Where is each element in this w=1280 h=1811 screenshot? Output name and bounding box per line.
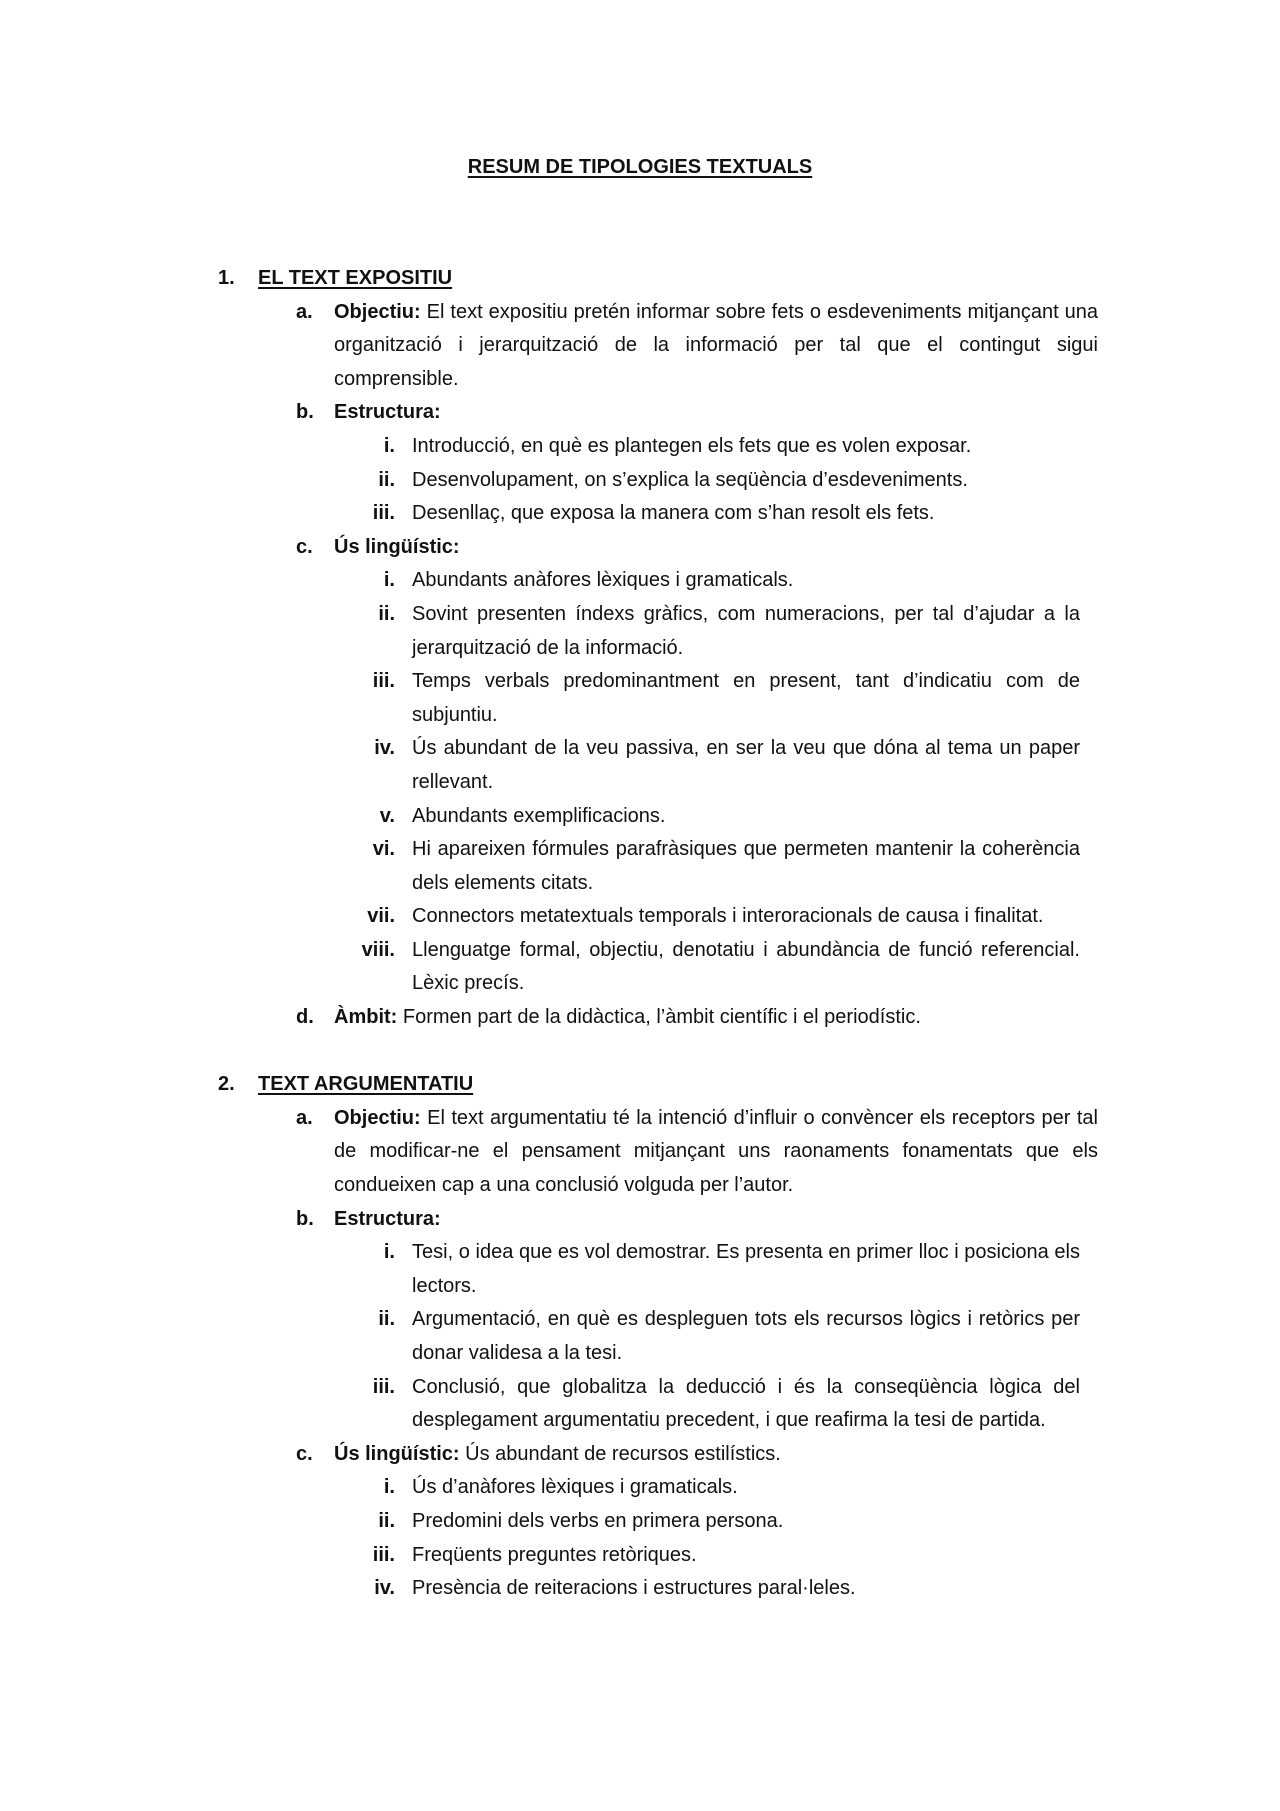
subsection-text: Ús abundant de recursos estilístics. — [459, 1442, 781, 1465]
list-item-text: Abundants anàfores lèxiques i gramaticals. — [412, 569, 794, 592]
subsection-label: Estructura: — [334, 401, 441, 424]
subsection-letter: a. — [296, 1106, 313, 1129]
subsection-label: Objectiu: — [334, 300, 421, 323]
list-item-number: i. — [383, 1476, 395, 1499]
list-item — [352, 430, 1098, 464]
list-item — [352, 464, 1098, 498]
subsection-label: Ús lingüístic: — [334, 1442, 460, 1465]
list-item — [352, 900, 1098, 934]
list-item-text: Ús d’anàfores lèxiques i gramaticals. — [412, 1476, 738, 1499]
list-item-number: i. — [383, 1241, 395, 1264]
list-item-text: Introducció, en què es plantegen els fets que es volen exposar. — [412, 434, 972, 457]
subsection-text: El text expositiu pretén informar sobre fets o esdeveniments mitjançant una organització i jerarquització de la informació per tal que el contingut sigui comprensible. — [334, 300, 1098, 390]
section-text-expositiu — [218, 262, 1098, 1035]
list-item-number: iii. — [372, 670, 395, 693]
subsection-body — [334, 1438, 1098, 1472]
list-item-number: ii. — [378, 1509, 395, 1532]
section-number: 1. — [218, 267, 235, 289]
subsection-text: El text argumentatiu té la intenció d’influir o convèncer els receptors per tal de modificar-ne el pensament mitjançant uns raonaments fonamentats que els condueixen cap a una conclusió volguda per l’autor. — [334, 1106, 1098, 1197]
subsection-objectiu — [296, 296, 1098, 397]
list-item-text: Connectors metatextuals temporals i interoracionals de causa i finalitat. — [412, 905, 1044, 928]
list-item-number: v. — [379, 804, 395, 827]
subsection-label: Ús lingüístic: — [334, 535, 460, 558]
list-item-number: iii. — [372, 1543, 395, 1566]
document-content — [218, 262, 1098, 1606]
list-item-text: Freqüents preguntes retòriques. — [412, 1543, 697, 1566]
subsection-label: Estructura: — [334, 1207, 441, 1230]
subsection-body — [334, 1102, 1098, 1203]
subsection-letter: a. — [296, 300, 313, 323]
subsection-letter: d. — [296, 1006, 314, 1029]
list-item-text: Abundants exemplificacions. — [412, 804, 666, 827]
subsection-body — [334, 296, 1098, 397]
list-item-text: Desenllaç, que exposa la manera com s’han resolt els fets. — [412, 502, 935, 525]
subsection-body — [334, 1203, 1098, 1237]
subsection-label: Objectiu: — [334, 1106, 421, 1129]
list-item-number: i. — [383, 434, 395, 457]
list-item — [352, 1303, 1098, 1370]
subsection-us-linguistic — [296, 1438, 1098, 1472]
list-item-text: Predomini dels verbs en primera persona. — [412, 1509, 784, 1532]
list-item — [352, 665, 1098, 732]
list-item — [352, 1572, 1098, 1606]
section-heading — [218, 1068, 1098, 1102]
subsection-label: Àmbit: — [334, 1006, 398, 1029]
list-item-number: iv. — [374, 737, 395, 760]
list-item — [352, 1236, 1098, 1303]
subsection-body — [334, 396, 1098, 430]
list-item-text: Tesi, o idea que es vol demostrar. Es presenta en primer lloc i posiciona els lectors. — [412, 1241, 1080, 1297]
list-item-text: Presència de reiteracions i estructures paral·leles. — [412, 1577, 856, 1600]
list-item — [352, 598, 1098, 665]
subsection-objectiu — [296, 1102, 1098, 1203]
list-item — [352, 1505, 1098, 1539]
subsection-ambit — [296, 1001, 1098, 1035]
subsection-body — [334, 1001, 1098, 1035]
list-item-text: Sovint presenten índexs gràfics, com numeracions, per tal d’ajudar a la jerarquització de la informació. — [412, 602, 1080, 659]
list-item-text: Desenvolupament, on s’explica la seqüència d’esdeveniments. — [412, 468, 968, 491]
list-item — [352, 800, 1098, 834]
list-item-number: iv. — [374, 1577, 395, 1600]
list-item-number: ii. — [378, 602, 395, 625]
subsection-body — [334, 531, 1098, 565]
list-item-number: viii. — [361, 938, 395, 961]
section-title: TEXT ARGUMENTATIU — [258, 1073, 474, 1096]
list-item — [352, 497, 1098, 531]
subsection-estructura — [296, 1203, 1098, 1237]
list-item — [352, 833, 1098, 900]
subsection-letter: c. — [296, 535, 313, 558]
list-item-text: Ús abundant de la veu passiva, en ser la veu que dóna al tema un paper rellevant. — [412, 737, 1080, 793]
list-item — [352, 1539, 1098, 1573]
list-item-number: i. — [383, 569, 395, 592]
list-item-text: Argumentació, en què es despleguen tots els recursos lògics i retòrics per donar validesa a la tesi. — [412, 1308, 1080, 1364]
document-title: RESUM DE TIPOLOGIES TEXTUALS — [467, 156, 813, 178]
list-item — [352, 1471, 1098, 1505]
subsection-estructura — [296, 396, 1098, 430]
list-item-text: Temps verbals predominantment en present, tant d’indicatiu com de subjuntiu. — [412, 670, 1080, 726]
section-title: EL TEXT EXPOSITIU — [258, 267, 453, 289]
section-number: 2. — [218, 1073, 235, 1096]
list-item — [352, 564, 1098, 598]
list-item — [352, 732, 1098, 799]
list-item-number: iii. — [372, 1375, 395, 1398]
subsection-letter: c. — [296, 1442, 313, 1465]
subsection-text: Formen part de la didàctica, l’àmbit científic i el periodístic. — [397, 1006, 921, 1029]
subsection-us-linguistic — [296, 531, 1098, 565]
list-item-number: vii. — [367, 905, 395, 928]
subsection-letter: b. — [296, 1207, 314, 1230]
list-item-text: Conclusió, que globalitza la deducció i és la conseqüència lògica del desplegament argumentatiu precedent, i que reafirma la tesi de partida. — [412, 1375, 1080, 1432]
list-item — [352, 1371, 1098, 1438]
list-item-text: Hi apareixen fórmules parafràsiques que permeten mantenir la coherència dels elements citats. — [412, 838, 1080, 894]
list-item-number: iii. — [372, 502, 395, 525]
list-item — [352, 934, 1098, 1001]
section-text-argumentatiu — [218, 1068, 1098, 1606]
section-heading — [218, 262, 1098, 296]
list-item-number: vi. — [372, 838, 395, 861]
list-item-number: ii. — [378, 1308, 395, 1331]
list-item-number: ii. — [378, 468, 395, 491]
list-item-text: Llenguatge formal, objectiu, denotatiu i abundància de funció referencial. Lèxic precís. — [412, 938, 1080, 995]
subsection-letter: b. — [296, 401, 314, 424]
